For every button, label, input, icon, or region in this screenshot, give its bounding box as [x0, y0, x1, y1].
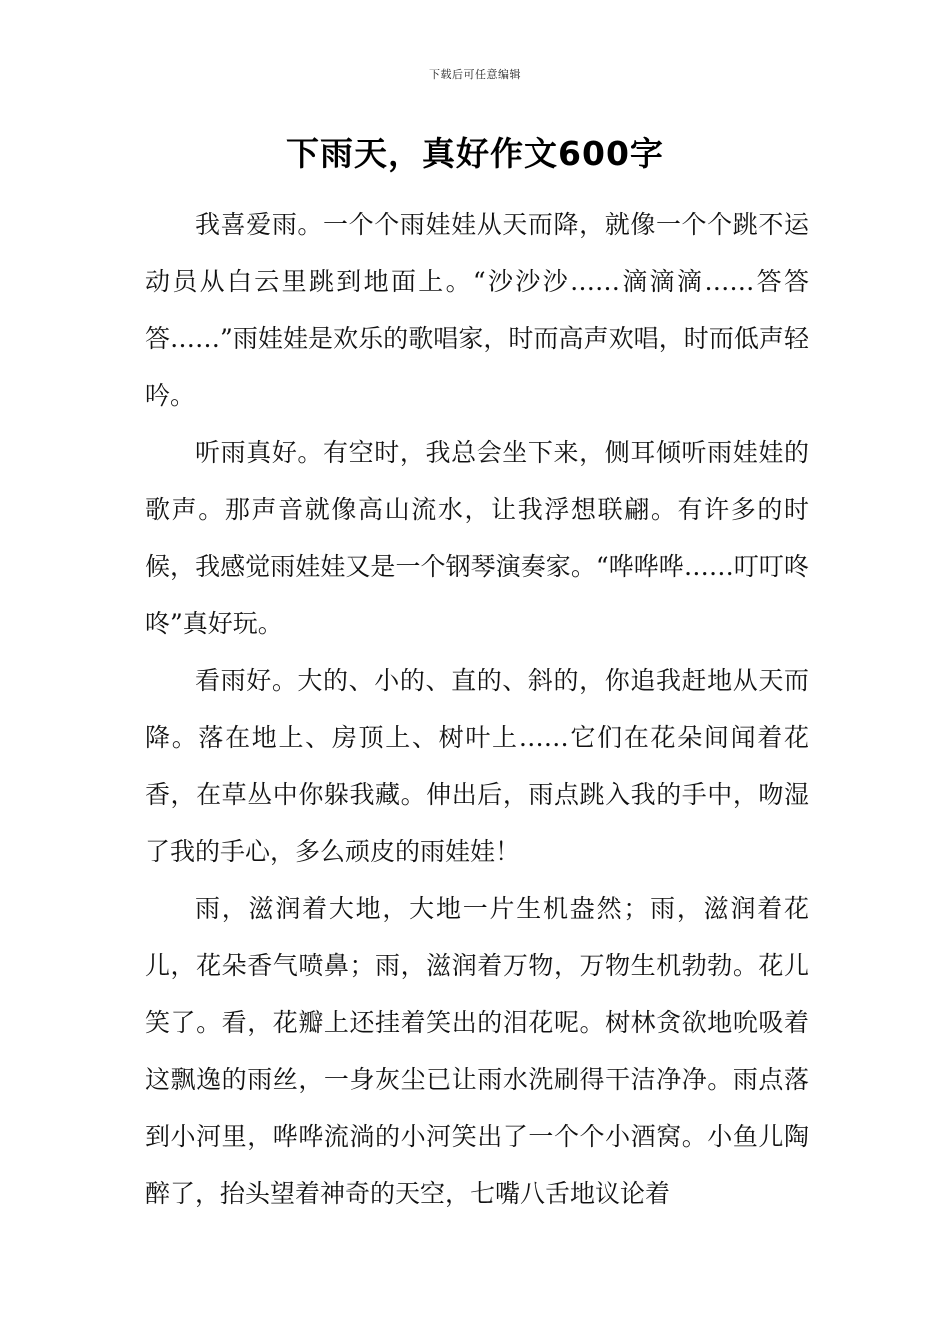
paragraph: 我喜爱雨。一个个雨娃娃从天而降，就像一个个跳不运动员从白云里跳到地面上。“沙沙沙……滴滴滴……答答答……”雨娃娃是欢乐的歌唱家，时而高声欢唱，时而低声轻吟。 — [145, 210, 809, 410]
document-body — [145, 196, 809, 1222]
paragraph: 看雨好。大的、小的、直的、斜的，你追我赶地从天而降。落在地上、房顶上、树叶上……它们在花朵间闻着花香，在草丛中你躲我藏。伸出后，雨点跳入我的手中，吻湿了我的手心，多么顽皮的雨娃娃！ — [145, 666, 809, 866]
paragraph: 听雨真好。有空时，我总会坐下来，侧耳倾听雨娃娃的歌声。那声音就像高山流水，让我浮想联翩。有许多的时候，我感觉雨娃娃又是一个钢琴演奏家。“哗哗哗……叮叮咚咚”真好玩。 — [145, 438, 809, 638]
paragraph: 雨，滋润着大地，大地一片生机盎然；雨，滋润着花儿，花朵香气喷鼻；雨，滋润着万物，万物生机勃勃。花儿笑了。看，花瓣上还挂着笑出的泪花呢。树林贪欲地吮吸着这飘逸的雨丝，一身灰尘已让雨水洗刷得干洁净净。雨点落到小河里，哗哗流淌的小河笑出了一个个小酒窝。小鱼儿陶醉了，抬头望着神奇的天空，七嘴八舌地议论着 — [145, 894, 809, 1208]
header-note: 下载后可任意编辑 — [429, 68, 521, 81]
document-title: 下雨天，真好作文600字 — [286, 134, 664, 173]
